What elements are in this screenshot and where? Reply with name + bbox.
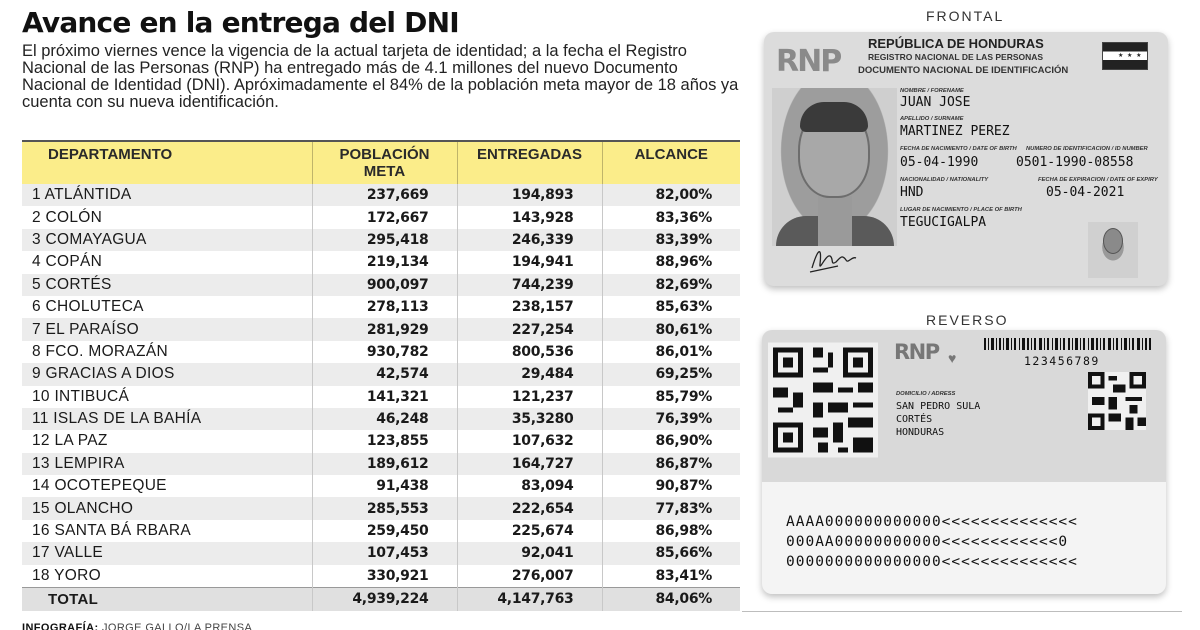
alcance-cell: 82,69% bbox=[602, 274, 740, 296]
bottom-divider bbox=[742, 611, 1182, 612]
total-label: TOTAL bbox=[22, 587, 312, 611]
pob-value: TEGUCIGALPA bbox=[900, 215, 987, 230]
card-registry: REGISTRO NACIONAL DE LAS PERSONAS bbox=[868, 52, 1044, 62]
headline: Avance en la entrega del DNI bbox=[22, 6, 459, 39]
table-row bbox=[22, 363, 740, 385]
departamento-cell: 6 CHOLUTECA bbox=[22, 296, 312, 318]
departamento-cell: 15 OLANCHO bbox=[22, 497, 312, 519]
pob-label: LUGAR DE NACIMIENTO / PLACE OF BIRTH bbox=[900, 207, 1022, 213]
departamento-cell: 11 ISLAS DE LA BAHÍA bbox=[22, 408, 312, 430]
rnp-logo: RNP bbox=[776, 44, 841, 79]
signature-icon bbox=[808, 242, 858, 276]
card-country: REPÚBLICA DE HONDURAS bbox=[868, 36, 1044, 51]
table-total-row bbox=[22, 587, 740, 611]
meta-cell: 123,855 bbox=[312, 430, 457, 452]
entregadas-cell: 194,941 bbox=[457, 251, 602, 273]
alcance-cell: 83,41% bbox=[602, 565, 740, 587]
honduras-flag-icon bbox=[1102, 42, 1148, 70]
entregadas-cell: 35,3280 bbox=[457, 408, 602, 430]
departamento-cell: 14 OCOTEPEQUE bbox=[22, 475, 312, 497]
meta-cell: 900,097 bbox=[312, 274, 457, 296]
alcance-cell: 80,61% bbox=[602, 318, 740, 340]
table-row bbox=[22, 475, 740, 497]
mini-portrait-icon bbox=[1088, 222, 1138, 278]
entregadas-cell: 194,893 bbox=[457, 184, 602, 206]
alcance-cell: 82,00% bbox=[602, 184, 740, 206]
front-card-label: FRONTAL bbox=[926, 8, 1005, 24]
credit-label: INFOGRAFÍA: bbox=[22, 622, 99, 630]
alcance-cell: 86,98% bbox=[602, 520, 740, 542]
mrz-line-2: 000AA00000000000<<<<<<<<<<<<0 bbox=[786, 534, 1069, 550]
qr-code-icon bbox=[768, 342, 878, 458]
table-row bbox=[22, 318, 740, 340]
meta-cell: 141,321 bbox=[312, 386, 457, 408]
meta-cell: 285,553 bbox=[312, 497, 457, 519]
total-alcance: 84,06% bbox=[602, 587, 740, 611]
entregadas-cell: 222,654 bbox=[457, 497, 602, 519]
meta-cell: 219,134 bbox=[312, 251, 457, 273]
departamento-cell: 5 CORTÉS bbox=[22, 274, 312, 296]
alcance-cell: 76,39% bbox=[602, 408, 740, 430]
table-row bbox=[22, 520, 740, 542]
alcance-cell: 90,87% bbox=[602, 475, 740, 497]
address-line-1: SAN PEDRO SULA bbox=[896, 401, 981, 412]
rnp-back-logo: RNP bbox=[894, 340, 939, 364]
heart-icon: ♥ bbox=[948, 350, 957, 366]
meta-cell: 46,248 bbox=[312, 408, 457, 430]
dni-back-card bbox=[762, 330, 1166, 594]
departamento-cell: 7 EL PARAÍSO bbox=[22, 318, 312, 340]
portrait-photo-icon bbox=[772, 88, 897, 246]
meta-cell: 42,574 bbox=[312, 363, 457, 385]
meta-cell: 107,453 bbox=[312, 542, 457, 564]
alcance-cell: 85,63% bbox=[602, 296, 740, 318]
alcance-cell: 88,96% bbox=[602, 251, 740, 273]
card-doc-type: DOCUMENTO NACIONAL DE IDENTIFICACIÓN bbox=[858, 65, 1069, 76]
mrz-line-3: 0000000000000000<<<<<<<<<<<<<< bbox=[786, 554, 1078, 570]
departamento-cell: 18 YORO bbox=[22, 565, 312, 587]
infographic-credit bbox=[22, 622, 252, 630]
dob-label: FECHA DE NACIMIENTO / DATE OF BIRTH bbox=[900, 146, 1017, 152]
header-poblacion-meta bbox=[312, 141, 457, 184]
header-poblacion-line2: META bbox=[363, 163, 406, 180]
alcance-cell: 77,83% bbox=[602, 497, 740, 519]
table-header-row bbox=[22, 141, 740, 184]
intro-paragraph: El próximo viernes vence la vigencia de la actual tarjeta de identidad; a la fecha el Registro Nacional de las Personas (RNP) ha entregado más de 4.1 millones del nuevo Documento Nacional de Identidad (DNI). Apróximadamente el 84% de la población meta mayor de 18 años ya cuenta con su nueva identificación. bbox=[22, 42, 739, 111]
table-row bbox=[22, 497, 740, 519]
header-entregadas: ENTREGADAS bbox=[457, 141, 602, 184]
nationality-label: NACIONALIDAD / NATIONALITY bbox=[900, 177, 989, 183]
entregadas-cell: 92,041 bbox=[457, 542, 602, 564]
address-line-2: CORTÉS bbox=[896, 414, 933, 425]
back-card-label: REVERSO bbox=[926, 312, 1009, 328]
surname-label: APELLIDO / SURNAME bbox=[900, 116, 964, 122]
surname-value: MARTINEZ PEREZ bbox=[900, 124, 1010, 139]
total-meta: 4,939,224 bbox=[312, 587, 457, 611]
expiry-value: 05-04-2021 bbox=[1046, 185, 1125, 200]
entregadas-cell: 238,157 bbox=[457, 296, 602, 318]
entregadas-cell: 143,928 bbox=[457, 206, 602, 228]
header-departamento: DEPARTAMENTO bbox=[22, 141, 312, 184]
entregadas-cell: 227,254 bbox=[457, 318, 602, 340]
meta-cell: 930,782 bbox=[312, 341, 457, 363]
departamento-cell: 2 COLÓN bbox=[22, 206, 312, 228]
table-row bbox=[22, 206, 740, 228]
dob-value: 05-04-1990 bbox=[900, 155, 979, 170]
meta-cell: 189,612 bbox=[312, 453, 457, 475]
address-label: DOMICILIO / ADRESS bbox=[896, 391, 956, 397]
credit-author: JORGE GALLO/LA PRENSA bbox=[101, 622, 253, 630]
table-row bbox=[22, 296, 740, 318]
table-row bbox=[22, 453, 740, 475]
entregadas-cell: 29,484 bbox=[457, 363, 602, 385]
table-row bbox=[22, 341, 740, 363]
meta-cell: 91,438 bbox=[312, 475, 457, 497]
meta-cell: 295,418 bbox=[312, 229, 457, 251]
alcance-cell: 85,79% bbox=[602, 386, 740, 408]
departamento-cell: 9 GRACIAS A DIOS bbox=[22, 363, 312, 385]
table-row bbox=[22, 274, 740, 296]
alcance-cell: 86,87% bbox=[602, 453, 740, 475]
small-qr-code-icon bbox=[1088, 372, 1146, 430]
dni-table bbox=[22, 140, 740, 611]
alcance-cell: 83,36% bbox=[602, 206, 740, 228]
alcance-cell: 85,66% bbox=[602, 542, 740, 564]
expiry-label: FECHA DE EXPIRACION / DATE OF EXPIRY bbox=[1038, 177, 1158, 183]
entregadas-cell: 276,007 bbox=[457, 565, 602, 587]
departamento-cell: 17 VALLE bbox=[22, 542, 312, 564]
departamento-cell: 8 FCO. MORAZÁN bbox=[22, 341, 312, 363]
meta-cell: 237,669 bbox=[312, 184, 457, 206]
table-row bbox=[22, 229, 740, 251]
meta-cell: 330,921 bbox=[312, 565, 457, 587]
meta-cell: 172,667 bbox=[312, 206, 457, 228]
alcance-cell: 86,01% bbox=[602, 341, 740, 363]
total-entregadas: 4,147,763 bbox=[457, 587, 602, 611]
entregadas-cell: 121,237 bbox=[457, 386, 602, 408]
entregadas-cell: 246,339 bbox=[457, 229, 602, 251]
table-body bbox=[22, 184, 740, 587]
flag-stars: ★ ★ ★ bbox=[1118, 53, 1143, 59]
entregadas-cell: 800,536 bbox=[457, 341, 602, 363]
table-row bbox=[22, 430, 740, 452]
idnum-value: 0501-1990-08558 bbox=[1016, 155, 1134, 170]
departamento-cell: 10 INTIBUCÁ bbox=[22, 386, 312, 408]
departamento-cell: 13 LEMPIRA bbox=[22, 453, 312, 475]
entregadas-cell: 83,094 bbox=[457, 475, 602, 497]
nationality-value: HND bbox=[900, 185, 924, 200]
table-row bbox=[22, 565, 740, 587]
table-row bbox=[22, 542, 740, 564]
meta-cell: 278,113 bbox=[312, 296, 457, 318]
mrz-line-1: AAAA000000000000<<<<<<<<<<<<<< bbox=[786, 514, 1078, 530]
alcance-cell: 83,39% bbox=[602, 229, 740, 251]
alcance-cell: 86,90% bbox=[602, 430, 740, 452]
departamento-cell: 16 SANTA BÁ RBARA bbox=[22, 520, 312, 542]
departamento-cell: 4 COPÁN bbox=[22, 251, 312, 273]
table-row bbox=[22, 386, 740, 408]
departamento-cell: 1 ATLÁNTIDA bbox=[22, 184, 312, 206]
entregadas-cell: 107,632 bbox=[457, 430, 602, 452]
forename-value: JUAN JOSE bbox=[900, 95, 971, 110]
table-row bbox=[22, 408, 740, 430]
dni-front-card bbox=[764, 32, 1168, 286]
meta-cell: 259,450 bbox=[312, 520, 457, 542]
address-line-3: HONDURAS bbox=[896, 427, 945, 438]
meta-cell: 281,929 bbox=[312, 318, 457, 340]
forename-label: NOMBRE / FORENAME bbox=[900, 88, 964, 94]
departamento-cell: 12 LA PAZ bbox=[22, 430, 312, 452]
departamento-cell: 3 COMAYAGUA bbox=[22, 229, 312, 251]
idnum-label: NUMERO DE IDENTIFICACION / ID NUMBER bbox=[1026, 146, 1148, 152]
barcode-number: 123456789 bbox=[1024, 354, 1100, 368]
entregadas-cell: 744,239 bbox=[457, 274, 602, 296]
alcance-cell: 69,25% bbox=[602, 363, 740, 385]
header-poblacion-line1: POBLACIÓN bbox=[339, 146, 430, 163]
table-row bbox=[22, 184, 740, 206]
entregadas-cell: 225,674 bbox=[457, 520, 602, 542]
header-alcance: ALCANCE bbox=[602, 141, 740, 184]
table-row bbox=[22, 251, 740, 273]
entregadas-cell: 164,727 bbox=[457, 453, 602, 475]
